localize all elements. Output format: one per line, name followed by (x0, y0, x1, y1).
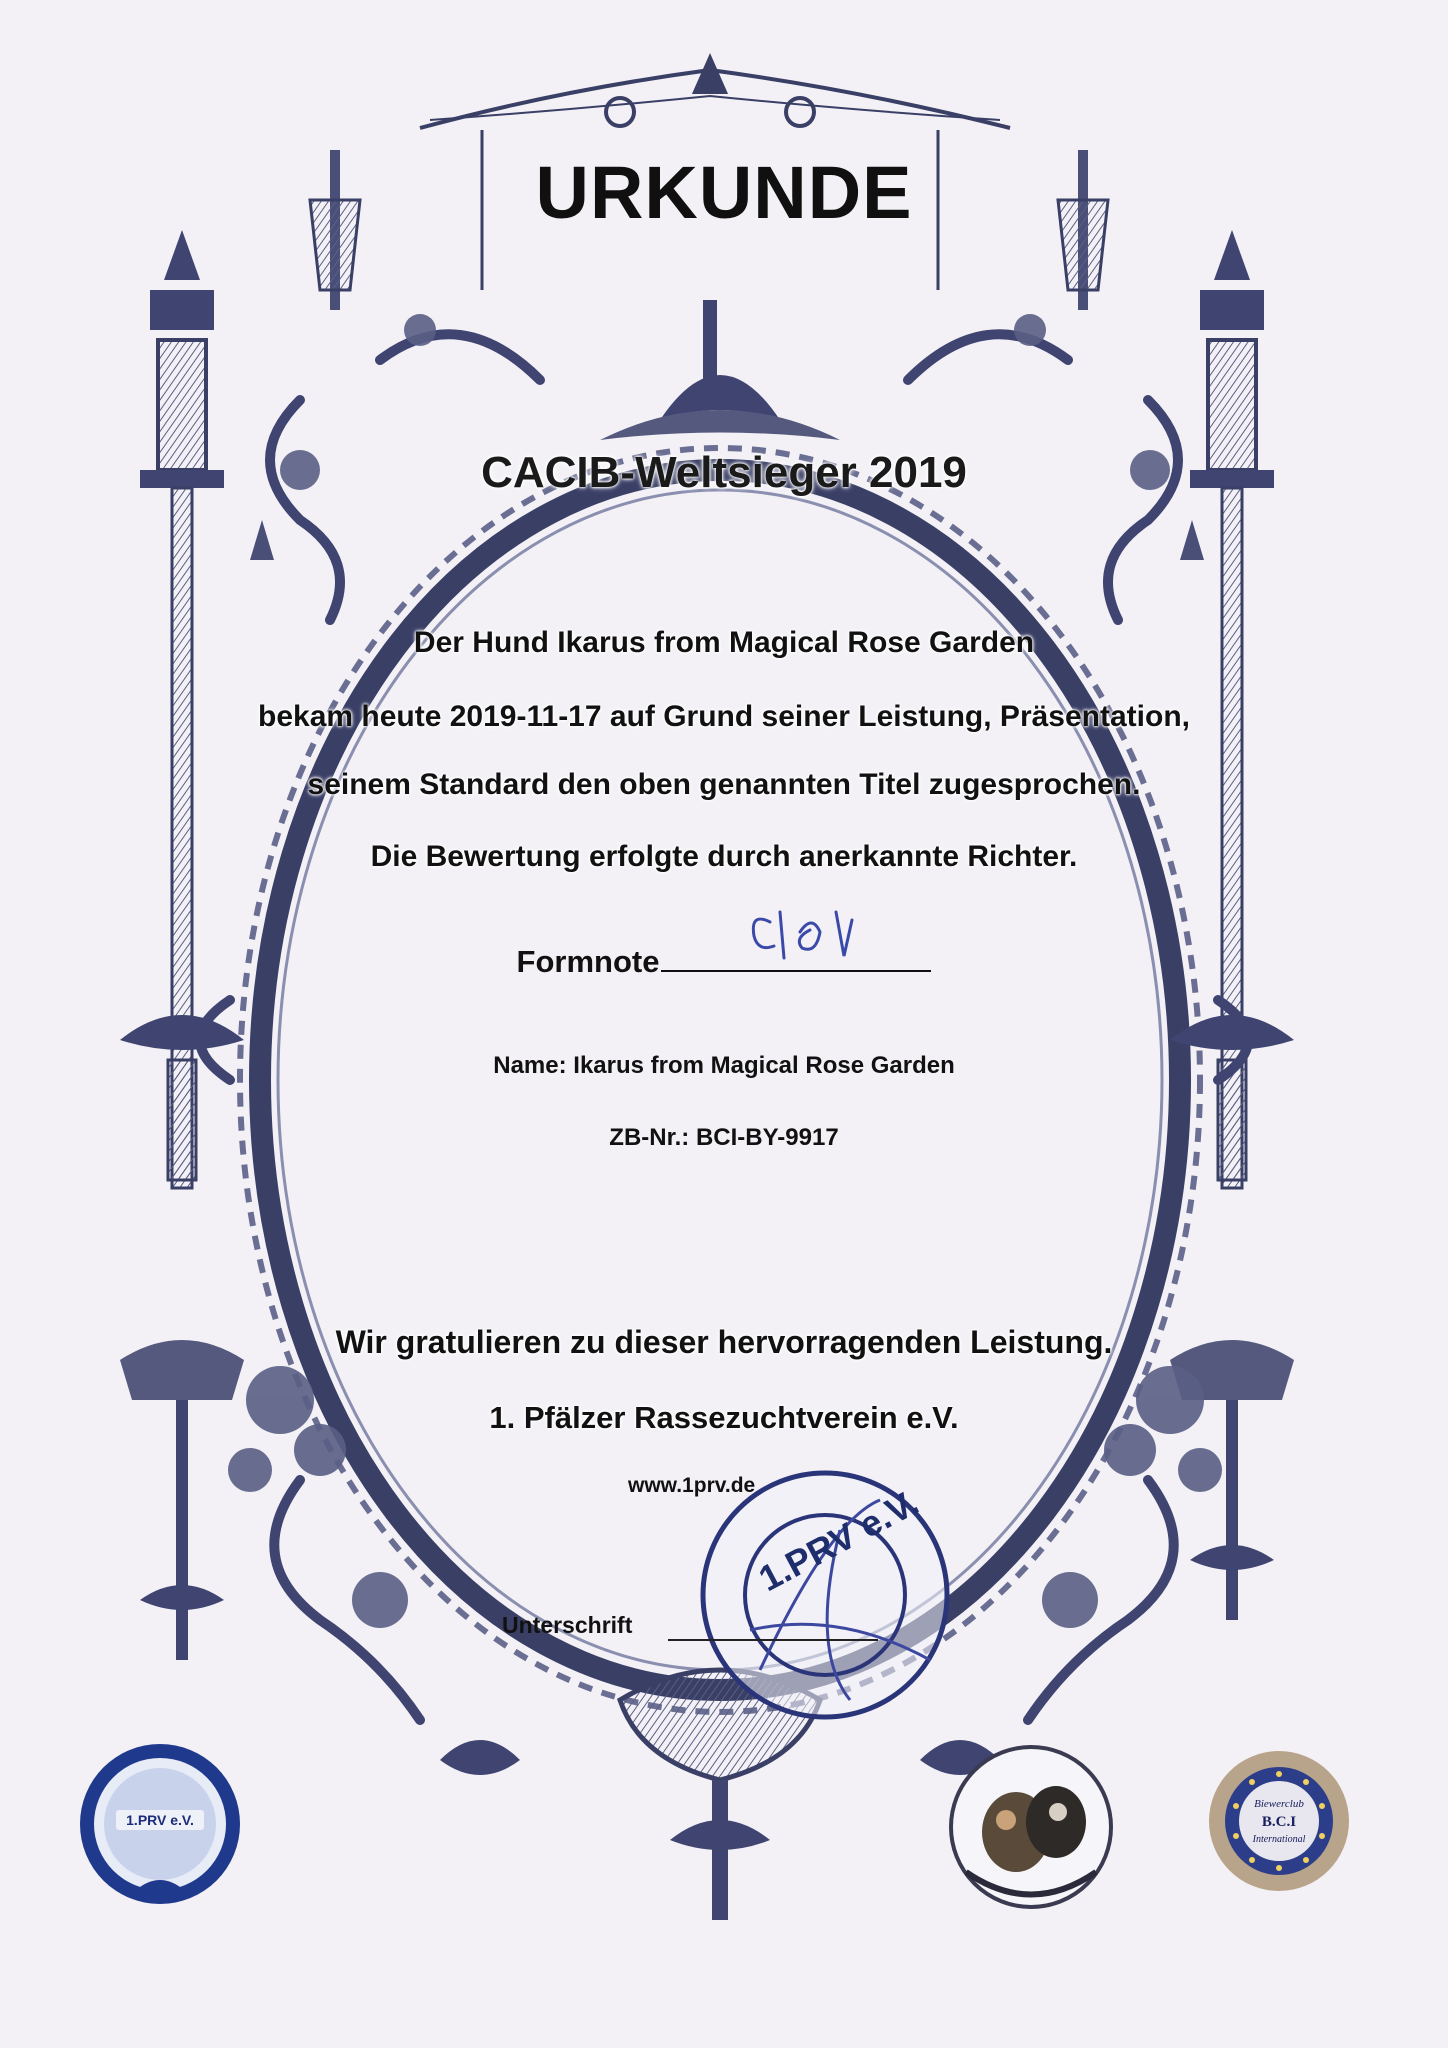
center-finial (600, 300, 840, 440)
stamp-center-text: 1.PRV e.V. (752, 1481, 926, 1600)
bci-logo-bottom-text: International (1252, 1834, 1306, 1845)
body-line-3: seinem Standard den oben genannten Titel zugesprochen. (307, 768, 1141, 801)
certificate-subtitle: CACIB-Weltsieger 2019 (481, 448, 967, 497)
formnote-label: Formnote (516, 944, 660, 979)
registration-number-line: ZB-Nr.: BCI-BY-9917 (609, 1124, 839, 1151)
club-seal-text: 1.PRV e.V. (116, 1810, 204, 1830)
biewer-club-logo (946, 1742, 1116, 1912)
club-name-line: 1. Pfälzer Rassezuchtverein e.V. (489, 1400, 959, 1435)
body-line-4: Die Bewertung erfolgte durch anerkannte Richter. (370, 840, 1078, 873)
dog-name-line: Name: Ikarus from Magical Rose Garden (493, 1052, 955, 1079)
body-line-2: bekam heute 2019-11-17 auf Grund seiner Leistung, Präsentation, (258, 700, 1190, 733)
congratulations-line: Wir gratulieren zu dieser hervorragenden Leistung. (335, 1324, 1113, 1360)
judge-stamp (690, 1460, 960, 1730)
signature-row (502, 1612, 632, 1639)
signature-line (668, 1639, 878, 1641)
bci-logo-top-text: Biewerclub (1254, 1798, 1304, 1810)
body-line-1: Der Hund Ikarus from Magical Rose Garden (413, 626, 1035, 659)
website-text: www.1prv.de (628, 1474, 756, 1497)
signature-label: Unterschrift (502, 1612, 633, 1638)
formnote-row (0, 940, 1448, 980)
bci-logo-center-text: B.C.I (1261, 1814, 1297, 1830)
certificate-title: URKUNDE (535, 151, 913, 234)
formnote-handwritten-mark (740, 902, 890, 972)
